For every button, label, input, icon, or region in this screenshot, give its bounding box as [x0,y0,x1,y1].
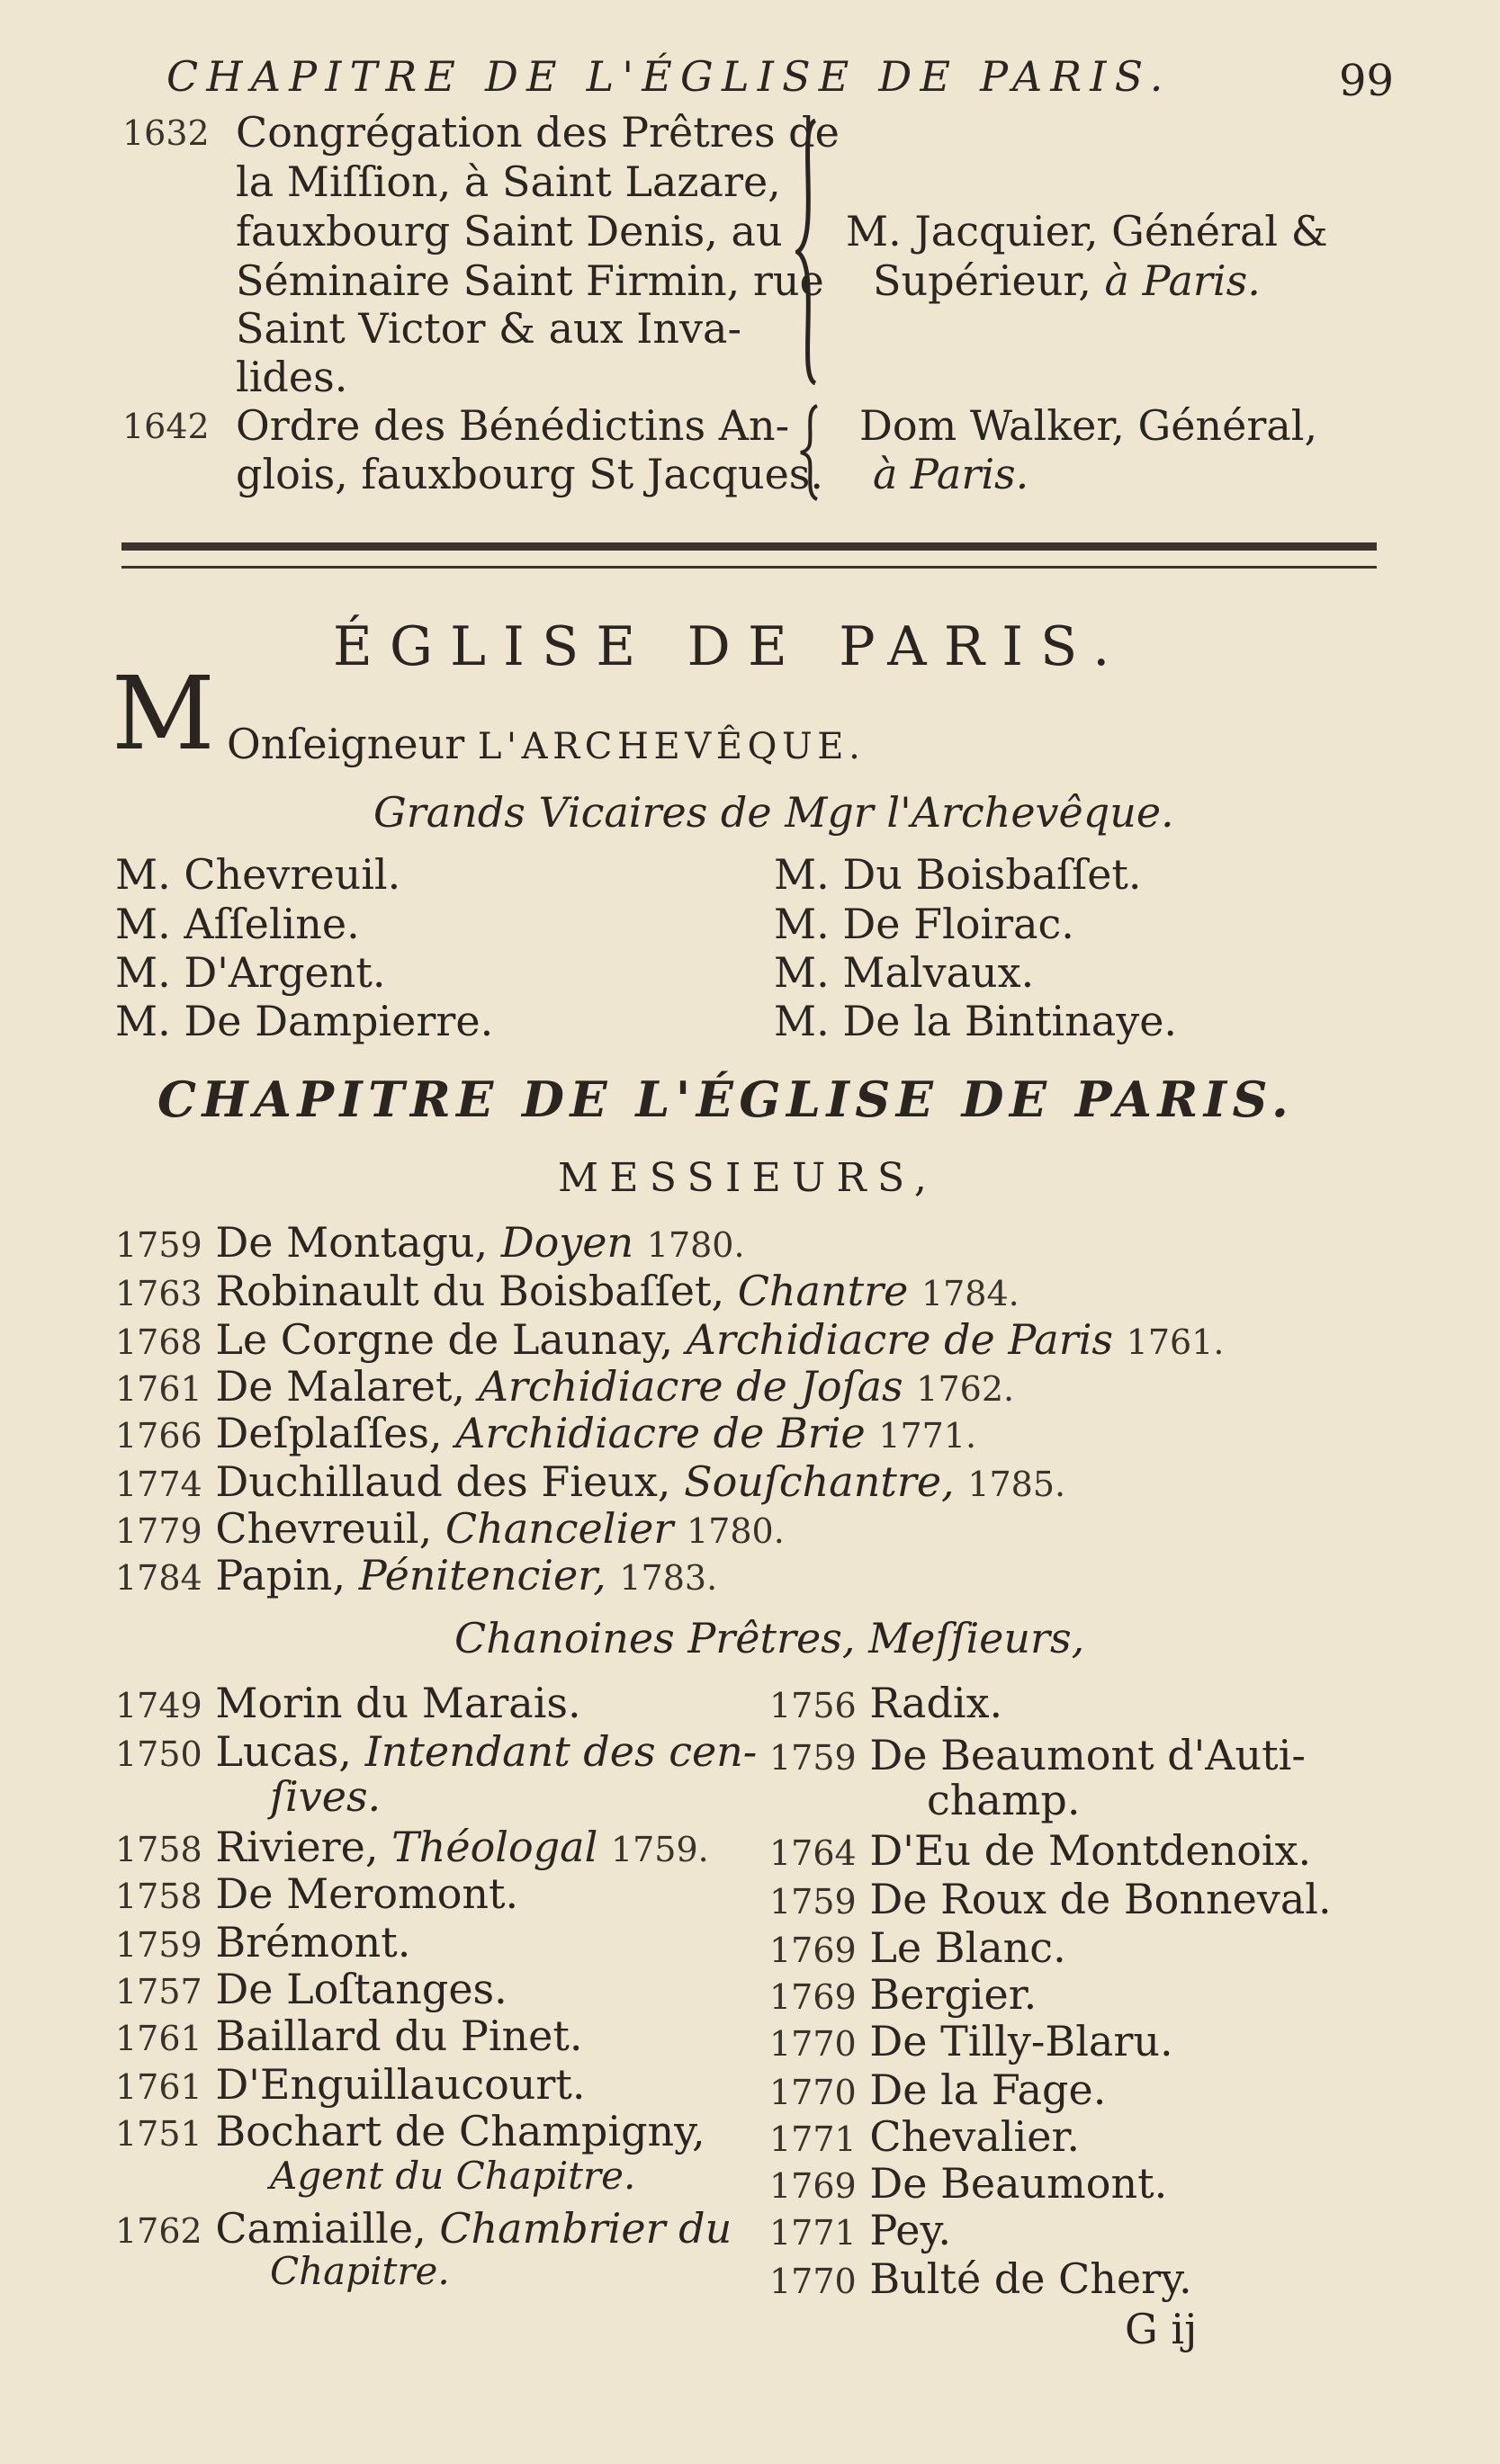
curly-brace-icon [799,403,822,502]
entry-year: 1758 [115,1830,202,1869]
order-superior-line-2 [873,256,1261,305]
order-text-line: fauxbourg Saint Denis, au [236,207,783,255]
entry-year: 1761 [115,2067,202,2107]
entry-year: 1768 [115,1322,202,1362]
dignitary-name: Deſplaſſes, [215,1409,443,1457]
drop-initial: M [112,656,215,773]
canon-row [115,1918,410,1967]
entry-year: 1774 [115,1465,202,1504]
canon-continuation: champ. [927,1776,1081,1824]
entry-year: 1759 [115,1925,202,1965]
canon-row [115,2060,586,2109]
canon-name: Chevalier. [869,2112,1081,2161]
canon-row [115,1679,581,1727]
dignitary-date: 1783. [619,1558,718,1598]
dignitary-date: 1780. [646,1225,745,1265]
canon-office: Chambrier du [439,2204,732,2253]
dignitary-name: De Montagu, [215,1218,489,1267]
canon-name: De Meromont. [215,1869,519,1918]
canon-name: D'Enguillaucourt. [215,2060,586,2109]
vicar-right: M. De la Bintinaye. [774,997,1178,1045]
canon-name: Bergier. [869,1970,1037,2019]
archbishop-title: L'ARCHEVÊQUE. [477,726,866,767]
canon-row [769,2017,1173,2065]
entry-year: 1769 [769,1977,857,2017]
canon-office: Intendant des cen- [364,1727,758,1776]
archbishop-line [227,720,865,768]
dignitary-office: Archidiacre de Brie [455,1409,866,1457]
canon-date: 1759. [610,1830,709,1869]
order-text-line: Congrégation des Prêtres de [236,108,840,157]
canon-name: Le Blanc. [869,1923,1066,1972]
entry-year: 1769 [769,2166,857,2206]
canon-row [769,2254,1192,2303]
entry-year: 1642 [122,407,210,446]
dignitary-office: Souſchantre, [684,1457,955,1506]
entry-year: 1761 [115,1369,202,1409]
canons-heading: Chanoines Prêtres, Meſſieurs, [454,1614,1085,1662]
superior-place: à Paris. [1104,256,1261,305]
dignitary-name: Robinault du Boisbaſſet, [215,1267,725,1315]
canon-row [769,1731,1306,1779]
archbishop-text: Onſeigneur [227,720,465,768]
canon-row [769,1679,1002,1727]
canon-row [769,2159,1167,2208]
dignitary-office: Archidiacre de Paris [686,1315,1114,1364]
dignitary-date: 1785. [967,1465,1066,1504]
dignitary-name: Le Corgne de Launay, [215,1315,673,1364]
vicar-left: M. D'Argent. [115,948,386,997]
dignitary-date: 1762. [916,1369,1015,1409]
entry-year: 1759 [115,1225,202,1265]
curly-brace-icon [795,117,822,387]
entry-year: 1779 [115,1511,202,1551]
superior-title: Supérieur, [873,256,1091,305]
entry-year: 1764 [769,1833,857,1873]
canon-name: De Tilly-Blaru. [869,2017,1173,2065]
canon-office: Théologal [391,1823,598,1871]
dignitary-row [115,1504,785,1553]
canon-row [115,1869,518,1918]
entry-year: 1770 [769,2024,857,2064]
canon-name: Morin du Marais. [215,1679,581,1727]
vicar-right: M. Du Boisbaſſet. [774,850,1142,899]
canon-name: Camiaille, [215,2204,427,2253]
dignitary-row [115,1362,1014,1411]
dignitary-name: De Malaret, [215,1362,466,1411]
canon-name: De Beaumont. [869,2159,1168,2208]
canon-row [769,2065,1106,2114]
dignitary-date: 1771. [878,1416,977,1456]
canon-name: De Loſtanges. [215,1965,507,2013]
entry-year: 1757 [115,1972,202,2012]
dignitary-name: Duchillaud des Fieux, [215,1457,671,1506]
entry-year: 1784 [115,1558,202,1598]
canon-name: Bochart de Champigny, [215,2107,705,2155]
canon-name: Pey. [869,2206,951,2254]
entry-year: 1770 [769,2262,857,2301]
vicar-right: M. Malvaux. [774,948,1035,997]
canon-row [769,1826,1311,1875]
messieurs-heading: MESSIEURS, [558,1155,939,1201]
canon-row [769,2112,1080,2161]
canon-name: Baillard du Pinet. [215,2012,583,2060]
order-text-line: Ordre des Bénédictins An- [236,401,790,450]
canon-row [115,1727,757,1776]
entry-year: 1762 [115,2211,202,2251]
dignitary-office: Doyen [500,1218,634,1267]
order-text-line: la Miſſion, à Saint Lazare, [236,157,781,206]
entry-year: 1759 [769,1738,857,1778]
chapter-title: CHAPITRE DE L'ÉGLISE DE PARIS. [157,1071,1295,1128]
dignitary-date: 1784. [921,1274,1019,1313]
dignitary-row [115,1267,1019,1315]
canon-name: Riviere, [215,1823,379,1871]
dignitary-office: Archidiacre de Joſas [478,1362,903,1411]
canon-continuation: Agent du Chapitre. [270,2154,636,2198]
vicar-left: M. De Dampierre. [115,997,494,1045]
ornamental-rule [121,542,1377,551]
dignitary-office: Pénitencier, [358,1551,606,1599]
entry-year: 1749 [115,1686,202,1725]
canon-row [769,1970,1037,2019]
canon-continuation: Chapitre. [270,2249,450,2293]
vicars-heading: Grands Vicaires de Mgr l'Archevêque. [373,788,1174,837]
page-number: 99 [1339,56,1395,106]
canon-row [115,2012,583,2060]
canon-row [769,1875,1332,1923]
dignitary-row [115,1315,1224,1364]
order-superior: Dom Walker, Général, [859,401,1318,450]
entry-year: 1771 [769,2213,857,2253]
vicar-right: M. De Floirac. [774,900,1074,948]
canon-row [769,1923,1066,1972]
canon-continuation: ſives. [270,1772,382,1821]
section-title: ÉGLISE DE PARIS. [333,615,1127,678]
canon-row [115,2204,732,2253]
dignitary-row [115,1409,976,1457]
entry-year: 1761 [115,2019,202,2058]
canon-name: De Roux de Bonneval. [869,1875,1332,1923]
dignitary-name: Chevreuil, [215,1504,433,1553]
entry-year: 1758 [115,1877,202,1916]
running-head-title: CHAPITRE DE L'ÉGLISE DE PARIS. [166,52,1172,101]
canon-name: De la Fage. [869,2065,1107,2114]
canon-name: Radix. [869,1679,1003,1727]
entry-year: 1756 [769,1686,857,1725]
canon-name: Lucas, [215,1727,352,1776]
canon-name: Brémont. [215,1918,411,1967]
canon-name: Bulté de Chery. [869,2254,1192,2303]
entry-year: 1751 [115,2114,202,2154]
signature-mark: G ij [1125,2305,1198,2353]
dignitary-row [115,1551,717,1599]
canon-row [115,1965,507,2013]
canon-row [115,1823,709,1871]
entry-year: 1770 [769,2073,857,2112]
order-text-line: lides. [236,353,348,401]
canon-row [769,2206,951,2254]
dignitary-date: 1761. [1126,1322,1225,1362]
entry-year: 1750 [115,1734,202,1774]
order-text-line: Séminaire Saint Firmin, rue [236,256,824,305]
dignitary-name: Papin, [215,1551,346,1599]
canon-name: De Beaumont d'Auti- [869,1731,1306,1779]
dignitary-date: 1780. [687,1511,785,1551]
canon-row [115,2107,705,2155]
entry-year: 1769 [769,1931,857,1970]
superior-place: à Paris. [873,450,1029,498]
thin-rule [121,566,1377,569]
entry-year: 1763 [115,1274,202,1313]
entry-year: 1759 [769,1882,857,1922]
entry-year: 1632 [122,113,210,153]
dignitary-row [115,1457,1065,1506]
entry-year: 1771 [769,2119,857,2159]
dignitary-office: Chantre [737,1267,909,1315]
vicar-left: M. Chevreuil. [115,850,401,899]
order-text-line: glois, fauxbourg St Jacques. [236,450,824,498]
vicar-left: M. Aſſeline. [115,900,360,948]
entry-year: 1766 [115,1416,202,1456]
dignitary-office: Chancelier [445,1504,674,1553]
canon-name: D'Eu de Montdenoix. [869,1826,1312,1875]
order-text-line: Saint Victor & aux Inva- [236,304,741,353]
dignitary-row [115,1218,745,1267]
order-superior: M. Jacquier, Général & [846,207,1328,255]
